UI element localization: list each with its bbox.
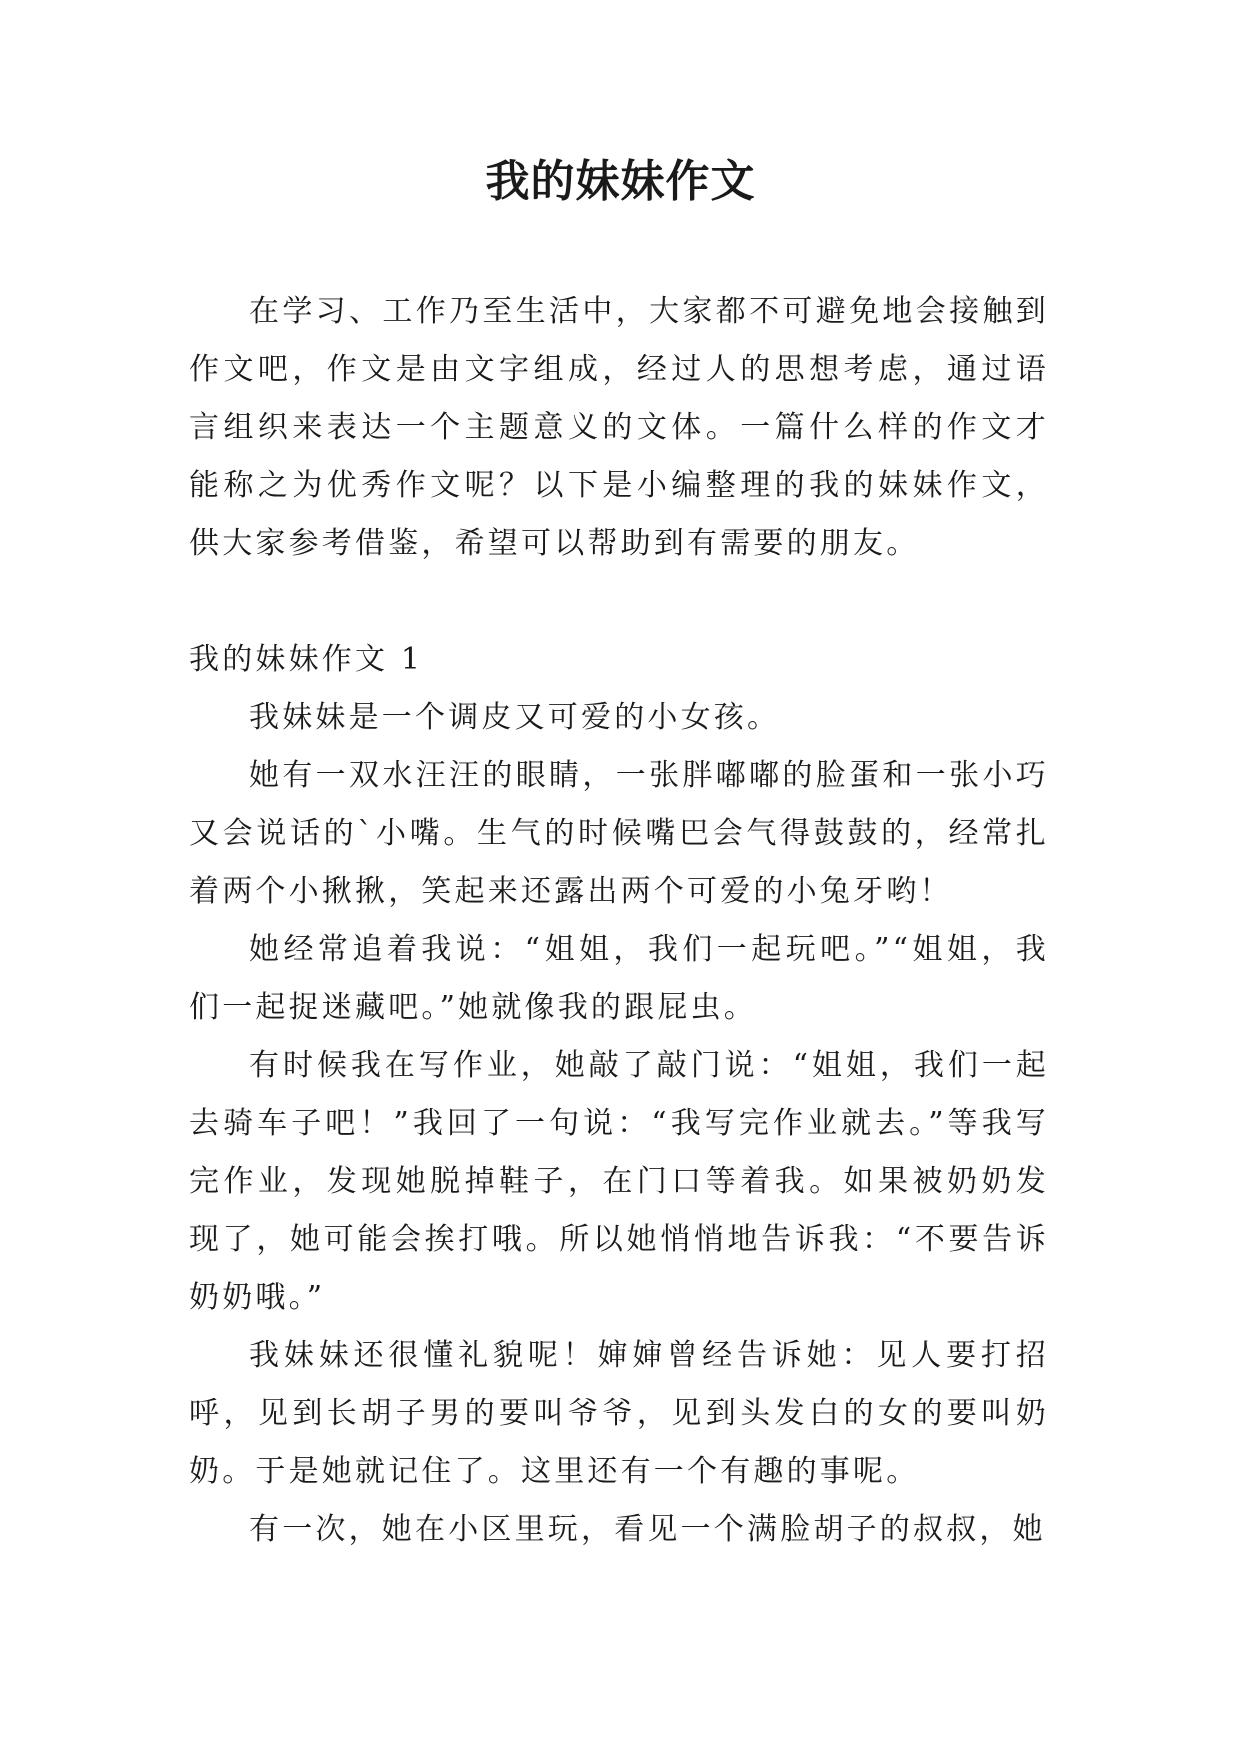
document-title: 我的妹妹作文 bbox=[485, 156, 756, 207]
body-paragraph-2: 她有一双水汪汪的眼睛，一张胖嘟嘟的脸蛋和一张小巧又会说话的`小嘴。生气的时候嘴巴会气得鼓鼓的，经常扎着两个小揪揪，笑起来还露出两个可爱的小兔牙哟！ bbox=[189, 758, 1049, 909]
body-paragraph-1: 我妹妹是一个调皮又可爱的小女孩。 bbox=[249, 700, 781, 735]
section-heading: 我的妹妹作文 1 bbox=[189, 642, 424, 677]
document-body bbox=[189, 283, 1049, 1559]
intro-paragraph: 在学习、工作乃至生活中，大家都不可避免地会接触到作文吧，作文是由文字组成，经过人的思想考虑，通过语言组织来表达一个主题意义的文体。一篇什么样的作文才能称之为优秀作文呢？以下是小编整理的我的妹妹作文，供大家参考借鉴，希望可以帮助到有需要的朋友。 bbox=[189, 294, 1049, 561]
body-paragraph-4: 有时候我在写作业，她敲了敲门说：“姐姐，我们一起去骑车子吧！”我回了一句说：“我写完作业就去。”等我写完作业，发现她脱掉鞋子，在门口等着我。如果被奶奶发现了，她可能会挨打哦。所以她悄悄地告诉我：“不要告诉奶奶哦。” bbox=[189, 1048, 1049, 1315]
body-paragraph-3: 她经常追着我说：“姐姐，我们一起玩吧。”“姐姐，我们一起捉迷藏吧。”她就像我的跟屁虫。 bbox=[189, 932, 1049, 1025]
body-paragraph-5: 我妹妹还很懂礼貌呢！婶婶曾经告诉她：见人要打招呼，见到长胡子男的要叫爷爷，见到头发白的女的要叫奶奶。于是她就记住了。这里还有一个有趣的事呢。 bbox=[189, 1338, 1049, 1489]
body-paragraph-6: 有一次，她在小区里玩，看见一个满脸胡子的叔叔，她 bbox=[249, 1512, 1046, 1547]
